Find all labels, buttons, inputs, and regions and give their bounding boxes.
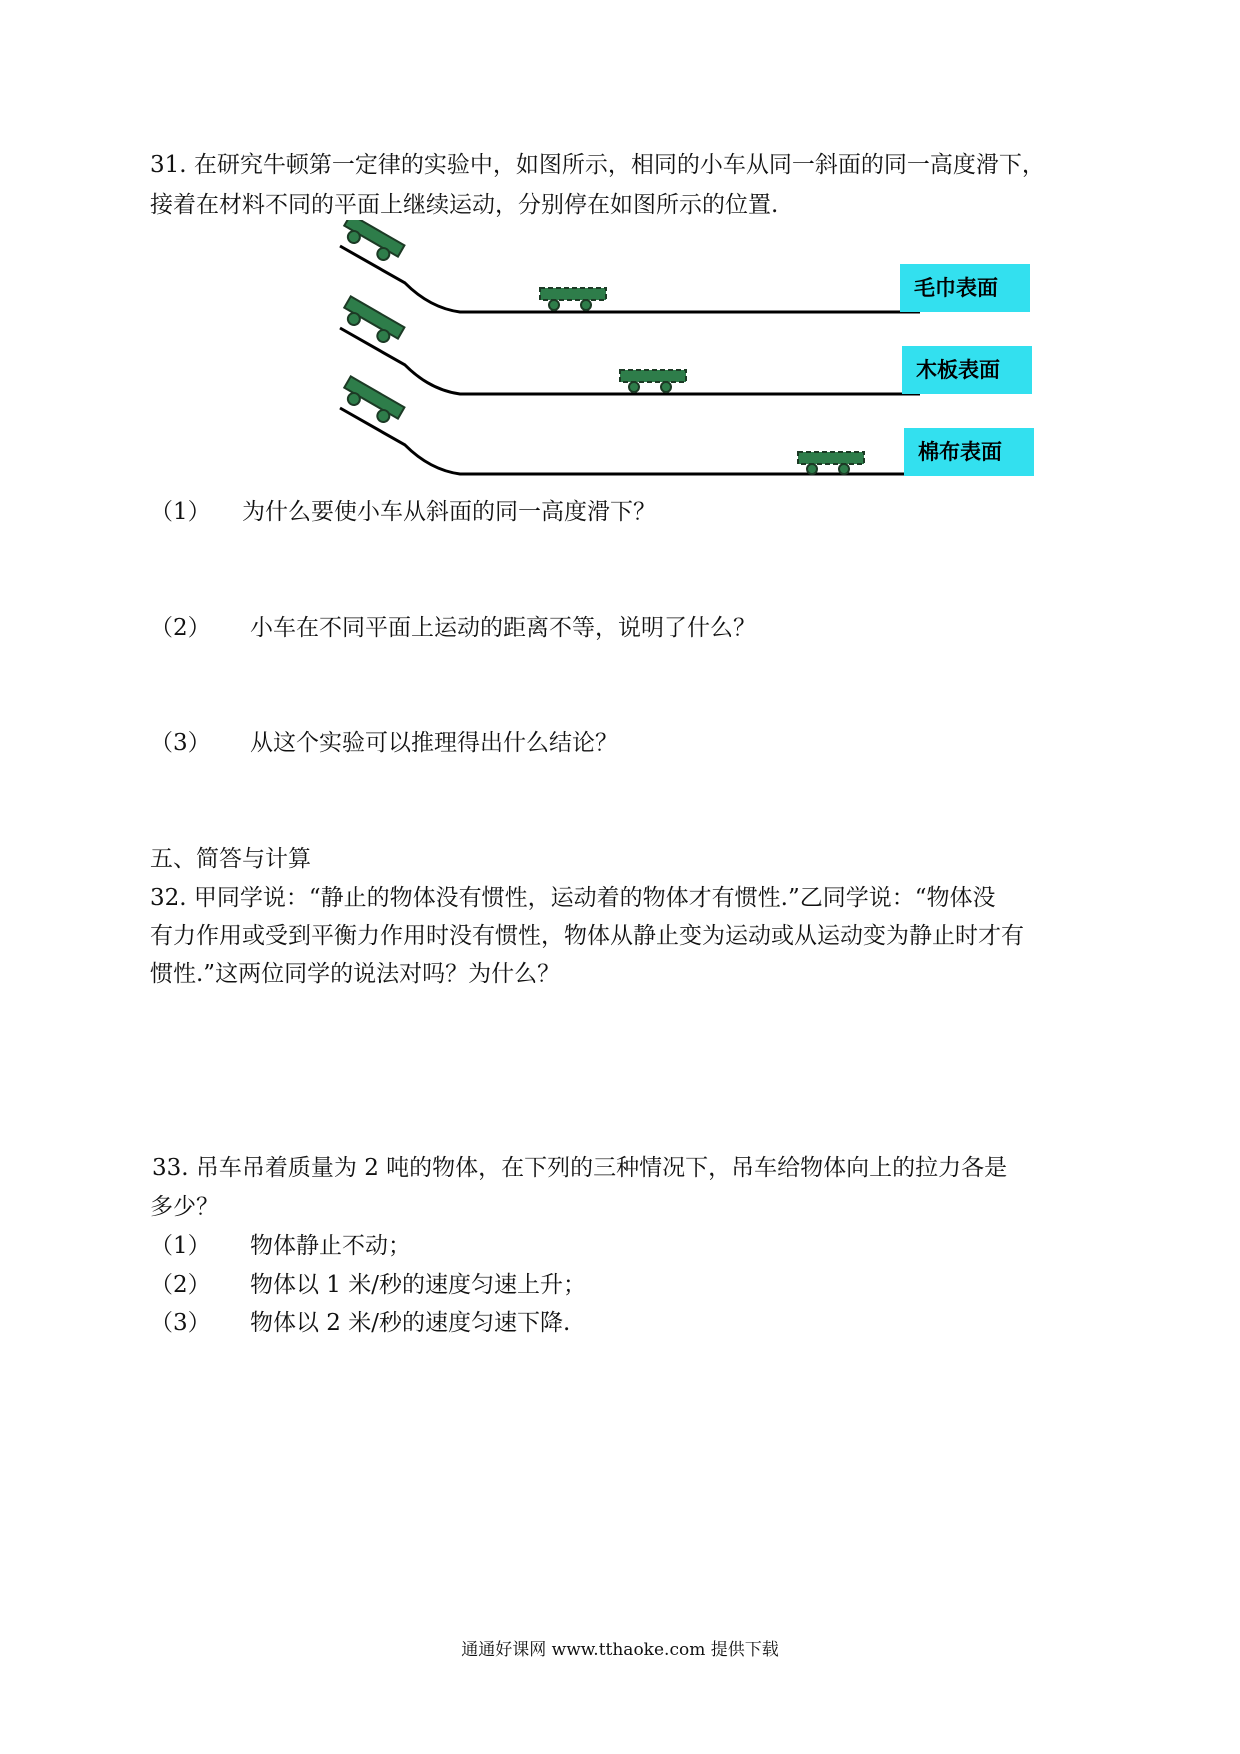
q33-sub-3-text: 物体以 2 米/秒的速度匀速下降. xyxy=(250,1310,571,1336)
q33-sub-1-num: （1） xyxy=(150,1233,211,1259)
q31-line-1: 31. 在研究牛顿第一定律的实验中，如图所示，相同的小车从同一斜面的同一高度滑下， xyxy=(150,152,1045,178)
q33-line-1: 33. 吊车吊着质量为 2 吨的物体，在下列的三种情况下，吊车给物体向上的拉力各是 xyxy=(152,1155,1008,1181)
cart-stopped-wood xyxy=(620,370,686,392)
q33-sub-3-num: （3） xyxy=(150,1310,211,1336)
label-towel: 毛巾表面 xyxy=(914,276,998,300)
q33-sub-1-text: 物体静止不动； xyxy=(250,1233,411,1259)
q32-line-3: 惯性.”这两位同学的说法对吗？为什么？ xyxy=(150,961,561,987)
q31-sub-1-text: 为什么要使小车从斜面的同一高度滑下？ xyxy=(242,499,656,525)
q31-sub-3-num: （3） xyxy=(150,730,211,756)
q31-sub-2 xyxy=(150,613,756,643)
inclined-plane-diagram xyxy=(320,220,1040,485)
q31-sub-3-text: 从这个实验可以推理得出什么结论？ xyxy=(250,730,618,756)
q31-sub-1-num: （1） xyxy=(150,499,211,525)
q31-sub-2-text: 小车在不同平面上运动的距离不等，说明了什么？ xyxy=(250,615,756,641)
q33-sub-2-text: 物体以 1 米/秒的速度匀速上升； xyxy=(250,1272,587,1298)
cart-top-on-slope xyxy=(339,220,405,266)
q31-sub-2-num: （2） xyxy=(150,615,211,641)
q33-sub-3 xyxy=(150,1308,570,1338)
cart-stopped-towel xyxy=(540,288,606,310)
section-title: 五、简答与计算 xyxy=(150,846,311,872)
q33-sub-1 xyxy=(150,1231,411,1261)
page-footer: 通通好课网 www.tthaoke.com 提供下载 xyxy=(461,1640,779,1660)
q31-line-2: 接着在材料不同的平面上继续运动，分别停在如图所示的位置. xyxy=(150,192,779,218)
cart-stopped-cotton xyxy=(798,452,864,474)
q31-sub-3 xyxy=(150,728,618,758)
cart-top-on-slope xyxy=(339,296,405,348)
q33-sub-2-num: （2） xyxy=(150,1272,211,1298)
label-cotton: 棉布表面 xyxy=(918,440,1002,464)
track-towel xyxy=(339,220,1030,312)
label-wood: 木板表面 xyxy=(916,358,1000,382)
q31-sub-1 xyxy=(150,497,656,527)
cart-top-on-slope xyxy=(339,376,405,428)
q33-sub-2 xyxy=(150,1270,586,1300)
q32-line-2: 有力作用或受到平衡力作用时没有惯性，物体从静止变为运动或从运动变为静止时才有 xyxy=(150,923,1024,949)
q33-line-2: 多少？ xyxy=(150,1194,219,1220)
q32-line-1: 32. 甲同学说：“静止的物体没有惯性，运动着的物体才有惯性.”乙同学说：“物体没 xyxy=(150,885,996,911)
